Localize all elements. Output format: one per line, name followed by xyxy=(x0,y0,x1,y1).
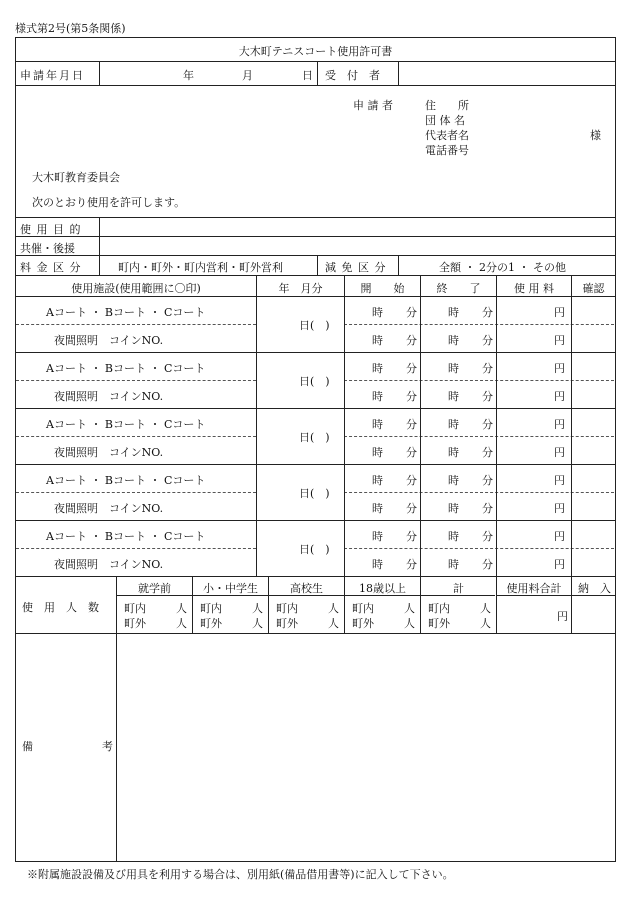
phone-label: 電話番号 xyxy=(425,144,469,157)
sponsor-label: 共催・後援 xyxy=(20,242,75,255)
fee-category-label: 料 金 区 分 xyxy=(20,261,82,274)
schedule-row xyxy=(16,353,615,409)
end-minute: 分 xyxy=(482,306,493,319)
users-block xyxy=(16,577,615,634)
exemption-options[interactable]: 全額 ・ 2分の1 ・ その他 xyxy=(439,261,566,274)
fee-yen: 円 xyxy=(554,474,565,487)
end-minute: 分 xyxy=(482,502,493,515)
user-group-label: 就学前 xyxy=(138,582,171,595)
fee-row xyxy=(16,256,615,276)
start-hour: 時 xyxy=(372,530,383,543)
start-hour: 時 xyxy=(372,334,383,347)
day-field[interactable]: 日( ) xyxy=(299,431,330,444)
start-minute: 分 xyxy=(406,530,417,543)
start-minute: 分 xyxy=(406,362,417,375)
start-minute: 分 xyxy=(406,474,417,487)
receipt-label: 受 付 者 xyxy=(325,69,380,82)
court-options[interactable]: Aコート ・ Bコート ・ Cコート xyxy=(46,474,206,487)
fee-category-options[interactable]: 町内・町外・町内営利・町外営利 xyxy=(118,261,283,274)
fee-yen: 円 xyxy=(554,446,565,459)
start-hour: 時 xyxy=(372,390,383,403)
permit-form xyxy=(15,37,616,862)
fee-yen: 円 xyxy=(554,362,565,375)
fee-total-label: 使用料合計 xyxy=(506,582,562,595)
end-minute: 分 xyxy=(482,390,493,403)
end-hour: 時 xyxy=(448,306,459,319)
applicant-heading: 申 請 者 xyxy=(353,99,393,112)
town-out-label: 町外 xyxy=(200,617,222,630)
person-count-unit[interactable]: 人 xyxy=(480,617,491,630)
schedule-rows xyxy=(16,297,615,577)
person-count-unit[interactable]: 人 xyxy=(252,617,263,630)
group-name-label: 団 体 名 xyxy=(425,114,465,127)
person-count-unit[interactable]: 人 xyxy=(480,602,491,615)
payment-label: 納 入 xyxy=(578,582,611,595)
court-options[interactable]: Aコート ・ Bコート ・ Cコート xyxy=(46,362,206,375)
start-hour: 時 xyxy=(372,306,383,319)
court-options[interactable]: Aコート ・ Bコート ・ Cコート xyxy=(46,418,206,431)
end-minute: 分 xyxy=(482,418,493,431)
town-in-label: 町内 xyxy=(124,602,146,615)
fee-yen: 円 xyxy=(554,418,565,431)
start-hour: 時 xyxy=(372,446,383,459)
fee-yen: 円 xyxy=(554,530,565,543)
person-count-unit[interactable]: 人 xyxy=(404,617,415,630)
fee-yen: 円 xyxy=(554,306,565,319)
day-field[interactable]: 日( ) xyxy=(299,543,330,556)
application-date-row xyxy=(16,62,615,86)
court-options[interactable]: Aコート ・ Bコート ・ Cコート xyxy=(46,530,206,543)
user-group-label: 計 xyxy=(453,582,464,595)
day-field[interactable]: 日( ) xyxy=(299,487,330,500)
end-hour: 時 xyxy=(448,418,459,431)
user-group-label: 18歳以上 xyxy=(359,582,406,595)
day-field[interactable]: 日( ) xyxy=(299,375,330,388)
end-minute: 分 xyxy=(482,446,493,459)
representative-label: 代表者名 xyxy=(425,129,469,142)
schedule-header xyxy=(16,276,615,297)
town-out-label: 町外 xyxy=(276,617,298,630)
night-light-coin[interactable]: 夜間照明 コインNO. xyxy=(54,446,164,459)
night-light-coin[interactable]: 夜間照明 コインNO. xyxy=(54,390,164,403)
end-hour: 時 xyxy=(448,558,459,571)
permission-text: 次のとおり使用を許可します。 xyxy=(32,196,186,209)
purpose-field[interactable] xyxy=(104,219,609,235)
end-hour: 時 xyxy=(448,474,459,487)
end-hour: 時 xyxy=(448,362,459,375)
court-options[interactable]: Aコート ・ Bコート ・ Cコート xyxy=(46,306,206,319)
header-fee: 使 用 料 xyxy=(514,282,554,295)
town-in-label: 町内 xyxy=(200,602,222,615)
start-minute: 分 xyxy=(406,558,417,571)
end-hour: 時 xyxy=(448,502,459,515)
remarks-label-2: 考 xyxy=(102,740,113,753)
town-out-label: 町外 xyxy=(352,617,374,630)
start-minute: 分 xyxy=(406,502,417,515)
issuer: 大木町教育委員会 xyxy=(32,171,120,184)
night-light-coin[interactable]: 夜間照明 コインNO. xyxy=(54,502,164,515)
exemption-label: 減 免 区 分 xyxy=(325,261,387,274)
fee-yen: 円 xyxy=(554,558,565,571)
town-out-label: 町外 xyxy=(428,617,450,630)
person-count-unit[interactable]: 人 xyxy=(328,617,339,630)
remarks-label-1: 備 xyxy=(22,740,33,753)
form-number: 様式第2号(第5条関係) xyxy=(15,22,126,35)
end-minute: 分 xyxy=(482,558,493,571)
end-hour: 時 xyxy=(448,390,459,403)
end-hour: 時 xyxy=(448,446,459,459)
night-light-coin[interactable]: 夜間照明 コインNO. xyxy=(54,558,164,571)
start-hour: 時 xyxy=(372,502,383,515)
schedule-row xyxy=(16,409,615,465)
start-minute: 分 xyxy=(406,418,417,431)
fee-total-yen: 円 xyxy=(557,610,568,623)
header-confirm: 確認 xyxy=(582,282,605,295)
header-end: 終 了 xyxy=(436,282,481,295)
person-count-unit[interactable]: 人 xyxy=(404,602,415,615)
town-out-label: 町外 xyxy=(124,617,146,630)
end-minute: 分 xyxy=(482,530,493,543)
footnote: ※附属施設設備及び用具を利用する場合は、別用紙(備品借用書等)に記入して下さい。 xyxy=(27,868,454,881)
address-label: 住 所 xyxy=(425,99,469,112)
town-in-label: 町内 xyxy=(428,602,450,615)
header-month: 年 月分 xyxy=(278,282,323,295)
end-hour: 時 xyxy=(448,334,459,347)
remarks-field[interactable] xyxy=(120,638,612,858)
person-count-unit[interactable]: 人 xyxy=(252,602,263,615)
end-hour: 時 xyxy=(448,530,459,543)
start-minute: 分 xyxy=(406,446,417,459)
person-count-unit[interactable]: 人 xyxy=(328,602,339,615)
fee-yen: 円 xyxy=(554,502,565,515)
night-light-coin[interactable]: 夜間照明 コインNO. xyxy=(54,334,164,347)
purpose-row xyxy=(16,218,615,237)
title-row xyxy=(16,38,615,62)
start-hour: 時 xyxy=(372,474,383,487)
header-facility: 使用施設(使用範囲に〇印) xyxy=(71,282,201,295)
town-in-label: 町内 xyxy=(352,602,374,615)
schedule-row xyxy=(16,521,615,577)
end-minute: 分 xyxy=(482,474,493,487)
day-label: 日 xyxy=(302,69,313,82)
end-minute: 分 xyxy=(482,334,493,347)
start-minute: 分 xyxy=(406,334,417,347)
month-label: 月 xyxy=(242,69,253,82)
honorific: 様 xyxy=(590,129,601,142)
receipt-field[interactable] xyxy=(404,64,609,83)
start-hour: 時 xyxy=(372,362,383,375)
fee-yen: 円 xyxy=(554,334,565,347)
start-minute: 分 xyxy=(406,390,417,403)
schedule-row xyxy=(16,465,615,521)
person-count-unit[interactable]: 人 xyxy=(176,617,187,630)
schedule-row xyxy=(16,297,615,353)
application-date-label: 申請年月日 xyxy=(20,69,85,82)
user-group-label: 小・中学生 xyxy=(203,582,258,595)
person-count-unit[interactable]: 人 xyxy=(176,602,187,615)
sponsor-row xyxy=(16,237,615,256)
end-minute: 分 xyxy=(482,362,493,375)
users-label: 使 用 人 数 xyxy=(22,601,99,614)
day-field[interactable]: 日( ) xyxy=(299,319,330,332)
town-in-label: 町内 xyxy=(276,602,298,615)
user-group-label: 高校生 xyxy=(290,582,323,595)
start-minute: 分 xyxy=(406,306,417,319)
fee-yen: 円 xyxy=(554,390,565,403)
sponsor-field[interactable] xyxy=(104,238,609,254)
form-title: 大木町テニスコート使用許可書 xyxy=(238,45,393,58)
year-label: 年 xyxy=(183,69,194,82)
start-hour: 時 xyxy=(372,558,383,571)
remarks-block xyxy=(16,634,615,862)
applicant-block xyxy=(16,86,615,218)
start-hour: 時 xyxy=(372,418,383,431)
header-start: 開 始 xyxy=(360,282,405,295)
purpose-label: 使 用 目 的 xyxy=(20,223,82,236)
